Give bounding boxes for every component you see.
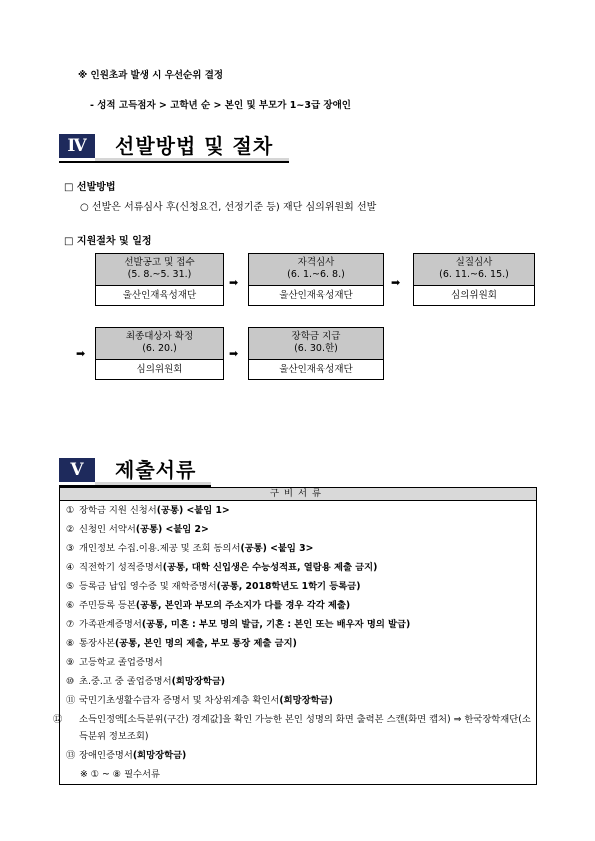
step-4-name: 최종대상자 확정 xyxy=(125,331,194,342)
step-4-org: 심의위원회 xyxy=(136,364,183,375)
section-4-underline xyxy=(59,161,289,163)
step-1-org: 울산인재육성재단 xyxy=(122,290,197,301)
step-5-org: 울산인재육성재단 xyxy=(279,364,353,375)
table-row: ④ 직전학기 성적증명서(공통, 대학 신입생은 수능성적표, 열람용 제출 금지) xyxy=(60,558,537,577)
table-row: ⑤ 등록금 납입 영수증 및 재학증명서(공통, 2018학년도 1학기 등록금) xyxy=(60,577,537,596)
section-4-header xyxy=(59,134,289,164)
table-row: ⑪ 국민기초생활수급자 증명서 및 차상위계층 확인서(희망장학금) xyxy=(60,691,537,710)
arrow-right-icon: ➡ xyxy=(391,276,401,289)
section-4-title: 선발방법 및 절차 xyxy=(115,134,274,158)
process-step-5 xyxy=(248,327,384,380)
table-row: ② 신청인 서약서(공통) <붙임 2> xyxy=(60,520,537,539)
step-1-name: 선발공고 및 접수 xyxy=(124,257,195,268)
priority-note-detail: - 성적 고득점자 > 고학년 순 > 본인 및 부모가 1~3급 장애인 xyxy=(90,100,351,111)
step-5-date: (6. 30.한) xyxy=(294,343,338,354)
table-row: ⑫ 소득인정액[소득분위(구간) 경계값]을 확인 가능한 본인 성명의 화면 출력본 스캔(화면 캡처) ⇒ 한국장학재단(소득분위 정보조회) xyxy=(60,710,537,746)
process-step-3 xyxy=(413,253,535,306)
section-5-title: 제출서류 xyxy=(115,458,197,482)
documents-table xyxy=(53,487,537,785)
arrow-right-icon: ➡ xyxy=(76,347,86,360)
table-row: ⑩ 초.중.고 중 졸업증명서(희망장학금) xyxy=(60,672,537,691)
process-step-4 xyxy=(95,327,224,380)
table-row: ⑧ 통장사본(공통, 본인 명의 제출, 부모 통장 제출 금지) xyxy=(60,634,537,653)
step-3-org: 심의위원회 xyxy=(451,290,497,301)
required-footnote: ※ ① ~ ⑧ 필수서류 xyxy=(60,765,537,785)
process-step-2 xyxy=(248,253,384,306)
arrow-right-icon: ➡ xyxy=(229,276,239,289)
step-2-org: 울산인재육성재단 xyxy=(279,290,353,301)
table-header: 구비서류 xyxy=(60,488,537,501)
process-heading: □ 지원절차 및 일정 xyxy=(64,236,152,247)
step-2-name: 자격심사 xyxy=(297,257,335,268)
section-5-header xyxy=(59,458,211,488)
method-text: ○ 선발은 서류심사 후(신청요건, 선정기준 등) 재단 심의위원회 선발 xyxy=(80,202,377,213)
process-step-1 xyxy=(95,253,224,306)
step-5-name: 장학금 지급 xyxy=(291,331,341,342)
section-5-numeral: Ⅴ xyxy=(59,458,95,482)
table-row xyxy=(60,765,537,785)
table-row: ⑨ 고등학교 졸업증명서 xyxy=(60,653,537,672)
step-1-date: (5. 8.~5. 31.) xyxy=(127,269,192,280)
step-4-date: (6. 20.) xyxy=(142,343,177,354)
table-row: ⑦ 가족관계증명서(공통, 미혼 : 부모 명의 발급, 기혼 : 본인 또는 배우자 명의 발급) xyxy=(60,615,537,634)
table-row: ⑥ 주민등록 등본(공통, 본인과 부모의 주소지가 다를 경우 각각 제출) xyxy=(60,596,537,615)
method-heading: □ 선발방법 xyxy=(64,182,116,193)
arrow-right-icon: ➡ xyxy=(229,347,239,360)
priority-note-title: ※ 인원초과 발생 시 우선순위 결정 xyxy=(78,70,224,81)
table-row: ⑬ 장애인증명서(희망장학금) xyxy=(60,746,537,765)
section-4-numeral: Ⅳ xyxy=(59,134,95,158)
step-3-name: 실질심사 xyxy=(455,257,493,268)
step-2-date: (6. 1.~6. 8.) xyxy=(287,269,345,280)
table-row: ① 장학금 지원 신청서(공통) <붙임 1> xyxy=(60,501,537,521)
table-row: ③ 개인정보 수집.이용.제공 및 조회 동의서(공통) <붙임 3> xyxy=(60,539,537,558)
step-3-date: (6. 11.~6. 15.) xyxy=(439,269,509,280)
